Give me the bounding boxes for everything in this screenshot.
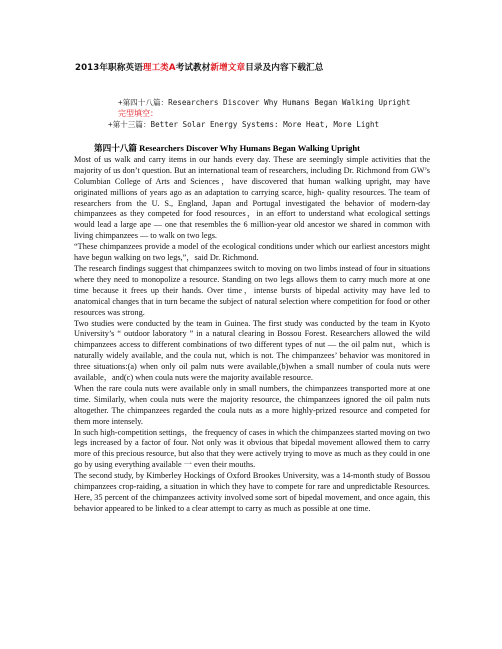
article-paragraph-3: The research findings suggest that chimpanzees switch to moving on two limbs instead of four in situations where they need to monopolize a resource. Standing on two legs allows them to carry much more at one time because it frees up their hands. Over time，intense bursts of bipedal activity may have led to anatomical changes that in turn became the subject of natural selection where competition for food or other resources was strong.: [74, 263, 430, 317]
article-paragraph-7: The second study, by Kimberley Hockings of Oxford Brookes University, was a 14-month study of Bossou chimpanzees crop-raiding, a situation in which they have to compete for rare and unpredictable Resources. Here, 35 percent of the chimpanzees activity involved some sort of bipedal movement, and once again, this behavior appeared to be linked to a clear attempt to carry as much as possible at one time.: [74, 471, 430, 513]
article-heading: 第四十八篇 Researchers Discover Why Humans Began Walking Upright: [94, 143, 361, 153]
article-paragraph-6: In such high-competition settings，the frequency of cases in which the chimpanzees started moving on two legs increased by a factor of four. Not only was it obvious that bipedal movement allowed them to carry more of this precious resource, but also that they were actively trying to move as much as they could in one go by using everything available 一 even their mouths.: [74, 427, 430, 470]
article-paragraph-5: When the rare coula nuts were available only in small numbers, the chimpanzees transported more at one time. Similarly, when coula nuts were the majority resource, the chimpanzees ignored the oil palm nuts altogether. The chimpanzees regarded the coula nuts as a more highly-prized resource and competed for them more intensely.: [74, 383, 430, 426]
title-part-3: 考试教材: [175, 63, 211, 73]
toc-item-48-note: 完型填空：: [118, 109, 158, 118]
table-of-contents: [80, 97, 440, 130]
toc-item-13[interactable]: +第十三篇：Better Solar Energy Systems: More Heat, More Light: [108, 120, 380, 129]
article-paragraph-2: “These chimpanzees provide a model of the ecological conditions under which our earliest ancestors might have begun walking on two legs,”，said Dr. Richmond.: [74, 242, 430, 263]
title-part-5: 目录及内容下载汇总: [245, 63, 324, 73]
document-title: [75, 61, 475, 73]
article-paragraph-1: Most of us walk and carry items in our hands every day. These are seemingly simple activities that the majority of us don’t question. But an international team of researchers, including Dr. Richmond from GW’s Columbian College of Arts and Sciences，have discovered that human walking upright, may have originated millions of years ago as an adaptation to carrying scarce, high- quality resources. The team of researchers from the U. S., England, Japan and Portugal investigated the behavior of modern-day chimpanzees as they competed for food resources，in an effort to understand what ecological settings would lead a large ape — one that resembles the 6 million-year old ancestor we shared in common with living chimpanzees — to walk on two legs.: [74, 154, 430, 241]
title-part-2: 理工类A: [142, 63, 176, 73]
toc-item-48[interactable]: +第四十八篇：Researchers Discover Why Humans Began Walking Upright: [118, 98, 411, 107]
article-body: [74, 143, 430, 515]
article-paragraph-4: Two studies were conducted by the team in Guinea. The first study was conducted by the team in Kyoto University’s “ outdoor laboratory ” in a natural clearing in Bossou Forest. Researchers allowed the wild chimpanzees access to different combinations of two different types of nut — the oil palm nut，which is naturally widely available, and the coula nut, which is not. The chimpanzees’ behavior was monitored in three situations:(a) when only oil palm nuts were available,(b)when a small number of coula nuts were available，and(c) when coula nuts were the majority available resource.: [74, 318, 430, 383]
title-part-4: 新增文章: [210, 63, 246, 73]
title-part-1: 2013年职称英语: [75, 63, 143, 73]
